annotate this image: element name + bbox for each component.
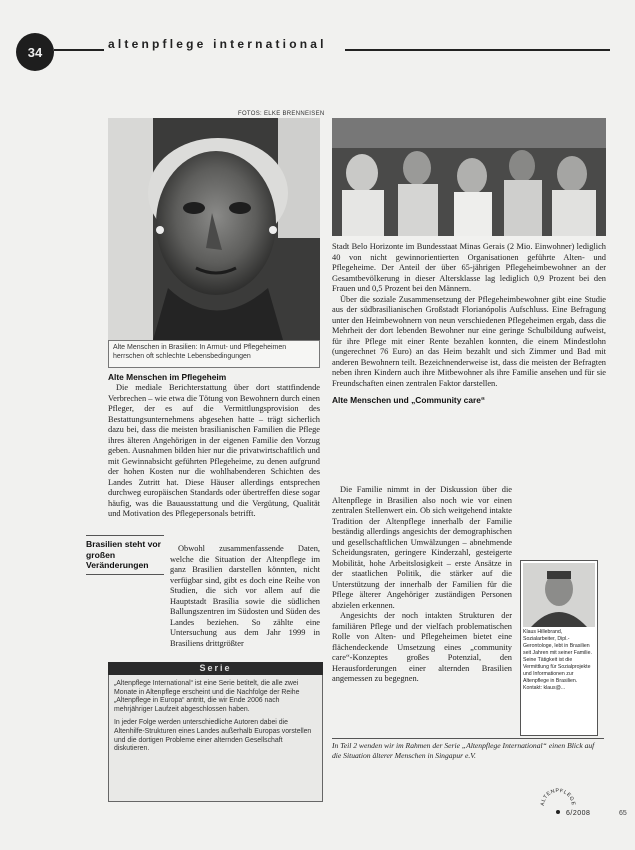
footnote-rule — [332, 738, 604, 739]
left-paragraph-2: Obwohl zusammenfassende Daten, welche die Situation der Altenpflege im ganz Brasilien darstellen könnten, nicht verfügbar sind, gibt es doch eine Reihe von Studien, die sich vor allem auf die Hauptstadt Brasília sowie die südlichen Ballungszentren im Südosten und Süden des Landes beziehen. So zählte eine Untersuchung aus dem Jahr 1999 in Brasiliens drittgrößter — [170, 544, 320, 648]
pull-quote-rule-bottom — [86, 574, 164, 575]
serie-paragraph-2: In jeder Folge werden unterschiedliche Autoren dabei die Altenhilfe-Strukturen eines Landes außerhalb Europas vorstellen und die dortigen Probleme einer alternden Gesellschaft diskutieren. — [114, 719, 312, 753]
magazine-seal-icon — [538, 786, 578, 826]
right-column-top — [332, 242, 606, 406]
group-photo — [332, 118, 606, 236]
footnote: In Teil 2 wenden wir im Rahmen der Serie „Altenpflege International“ einen Blick auf die Situation älterer Menschen in Singapur e.V. — [332, 741, 595, 760]
pull-quote-rule-top — [86, 535, 164, 536]
left-paragraph-1: Die mediale Berichterstattung über dort stattfindende Verbrechen – wie etwa die Tötung von Bewohnern durch einen Pfleger, der es auf die Vermittlungsprovision des Bestattungsunternehmens abgesehen hatte – trägt sicherlich dazu bei, dass die meisten brasilianischen Familien die Pflege ihres älteren Angehörigen in der eigenen Familie den Vorzug geben. Ausnahmen bilden hier nur die privatwirtschaftlich und mit Gewinnabsicht geführten Pflegeheime, zu denen aufgrund der hohen Kosten nur die wohlhabenderen Schichten des Landes Zutritt hat. Diese Häuser allerdings entsprechen durchweg europäischen Standards oder übertreffen diese sogar häufig, was die Bauausstattung und die Vergütung, Qualität und Motivation des Pflegepersonals betrifft. — [108, 383, 320, 518]
svg-text:ALTENPFLEGE — [540, 788, 576, 806]
right-column-bottom — [332, 485, 512, 685]
header-rule-left — [54, 49, 104, 51]
right-paragraph-2: Über die soziale Zusammensetzung der Pflegeheimbewohner gibt eine Studie aus der südbrasilianischen Großstadt Florianópolis Aufschluss. Eine Befragung unter den Heimbewohnern von neun verschiedenen Pflegeheimen ergab, dass die Mehrheit der dort lebenden Bewohner nur eine geringe Schulbildung aufweist, für ihre Pflege mit einer Rente bezahlen konnten, die einem Mindestlohn (ungerechnet 76 Euro) an das Heim bezahlt und sich Zimmer und Bad mit anderen Bewohnern teilt. Bezeichnenderweise ist, dass die meisten der Befragten neben ihren Kindern auch ihre Mitbewohner als ihre Familie ansehen und für sie Freundschaften einen zentralen Faktor darstellen. — [332, 294, 606, 388]
section-heading-pflegeheim: Alte Menschen im Pflegeheim — [108, 372, 227, 382]
left-column — [108, 372, 320, 520]
elderly-woman-photo — [108, 118, 320, 340]
issue-number: 6/2008 — [566, 810, 591, 817]
seal-text: ALTENPFLEGE — [539, 787, 577, 807]
section-heading-community-care: Alte Menschen und „Community care“ — [332, 395, 486, 405]
right-paragraph-1: Stadt Belo Horizonte im Bundesstaat Minas Gerais (2 Mio. Einwohner) lediglich 40 von nicht gewinnorientierten Organisationen geführte Alten- und Pflegeheime. Der Anteil der über 65-jährigen Pflegeheimbewohner an der Gesamtbevölkerung in dieser Altersklasse lag lediglich 0,9 Prozent bei den Frauen und 0,5 Prozent bei den Männern. — [332, 242, 606, 293]
author-portrait-illustration — [523, 563, 595, 627]
right-paragraph-3: Die Familie nimmt in der Diskussion über die Altenpflege in Brasilien also noch wie vor einen zentralen Stellenwert ein. Ob sich weitgehend intakte Tradition der Altenpflege innerhalb der Familie beständig allerdings angesichts der demographischen und gesellschaftlichen Umwälzungen – abnehmende Scheidungsraten, geringere Kinderzahl, gesteigerte Mobilität, hohe Arbeitslosigkeit – erste Ansätze in der staatlichen Politik, die stärker auf die Unterstützung der innerhalb der Familien für die Pflege älterer Angehöriger zuständigen Personen abzielen erkennen. — [332, 485, 512, 610]
left-column-continued — [170, 544, 320, 649]
right-paragraph-4: Angesichts der noch intakten Strukturen der familiären Pflege und der vielfach problematischen Rolle von Alten- und Pflegeheimen bietet eine flächendeckende Umsetzung eines „community care“-Konzeptes großes Potenzial, den Herausforderungen einer alternden Brasilien angemessen zu begegnen. — [332, 611, 512, 683]
header-rule-right — [345, 49, 610, 51]
page-number-badge — [16, 33, 54, 71]
serie-text — [114, 680, 318, 759]
serie-paragraph-1: „Altenpflege International“ ist eine Serie betitelt, die alle zwei Monate in Altenpflege erscheint und die Nachfolge der Reihe „Altenpflege in Europa“ antritt, die wir Ende 2006 nach mehrjähriger Laufzeit abgeschlossen haben. — [114, 680, 300, 713]
seal-graphic — [538, 786, 578, 826]
photo-credit: FOTOS: ELKE BRENNEISEN — [238, 111, 325, 117]
author-portrait-photo — [523, 563, 595, 627]
elderly-woman-illustration — [108, 118, 320, 340]
magazine-title: altenpflege international — [108, 37, 327, 51]
edge-page-number: 65 — [619, 810, 627, 817]
photo-caption: Alte Menschen in Brasilien: In Armut- und Pflegeheimen herrschen oft schlechte Lebensbedingungen — [108, 340, 320, 368]
pull-quote: Brasilien steht vor großen Veränderungen — [86, 539, 161, 570]
group-illustration — [332, 118, 606, 236]
author-caption: Klaus Hillebrand, Sozialarbeiter, Dipl.-Gerontologe, lebt in Brasilien seit Jahren mit seiner Familie. Seine Tätigkeit ist die Vermittlung für Sozialprojekte und Informationen zur Altenpflege in Brasilien. Kontakt: klaus@... — [523, 629, 592, 691]
serie-heading: Serie — [108, 662, 323, 675]
page-number: 34 — [27, 44, 43, 60]
